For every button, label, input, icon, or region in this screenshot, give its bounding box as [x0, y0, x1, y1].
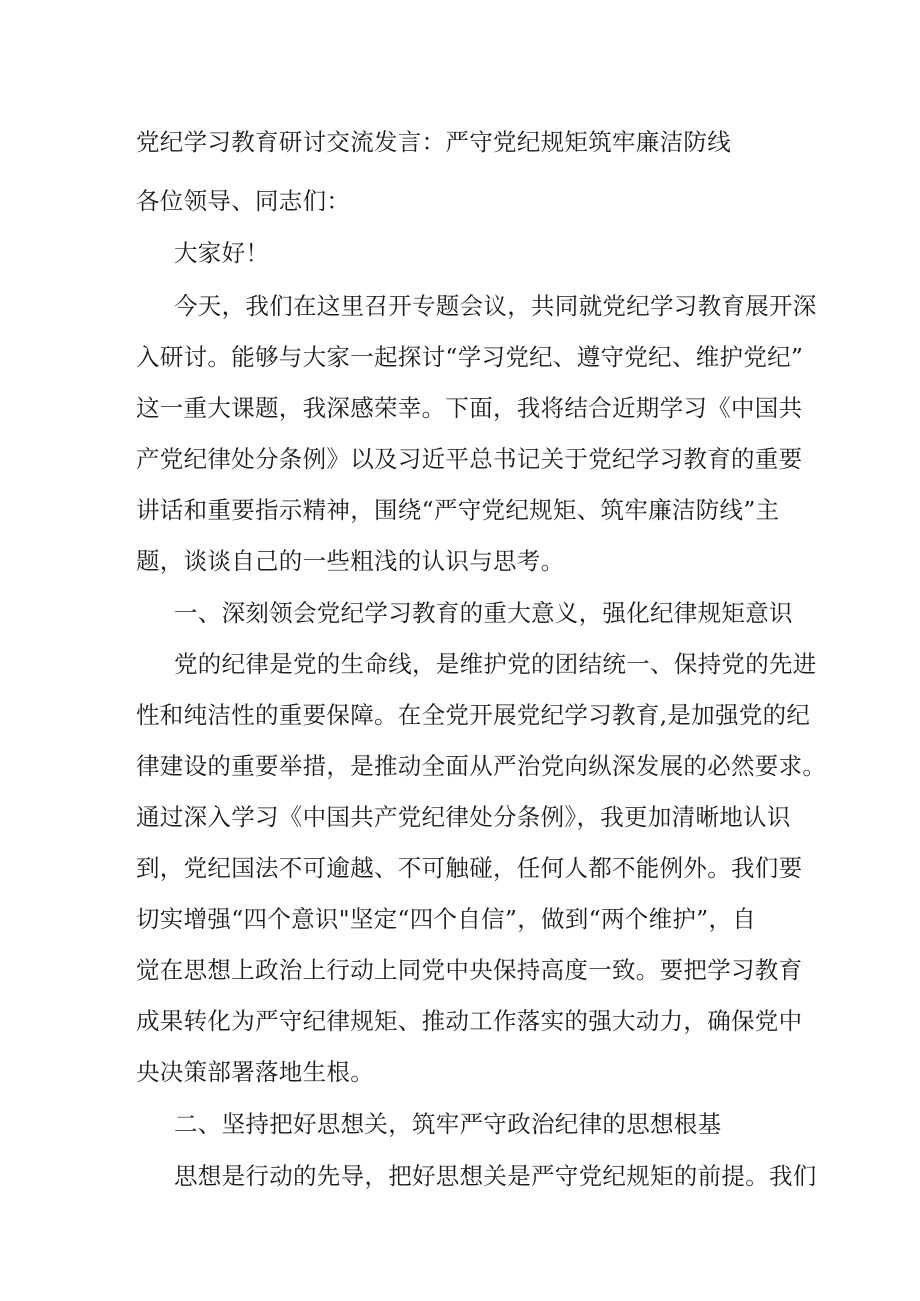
- paragraph-line: 产党纪律处分条例》以及习近平总书记关于党纪学习教育的重要: [136, 445, 803, 473]
- section-heading: 二、坚持把好思想关，筑牢严守政治纪律的思想根基: [174, 1110, 722, 1138]
- section-heading: 一、深刻领会党纪学习教育的重大意义，强化纪律规矩意识: [174, 599, 793, 627]
- salutation: 各位领导、同志们：: [136, 187, 351, 215]
- paragraph-line: 题，谈谈自己的一些粗浅的认识与思考。: [136, 547, 565, 575]
- paragraph-line: 讲话和重要指示精神，围绕“严守党纪规矩、筑牢廉洁防线”主: [136, 496, 780, 524]
- paragraph-line: 成果转化为严守纪律规矩、推动工作落实的强大动力，确保党中: [136, 1007, 803, 1035]
- paragraph-line: 律建设的重要举措，是推动全面从严治党向纵深发展的必然要求。: [136, 752, 827, 780]
- paragraph-line: 党的纪律是党的生命线，是维护党的团结统一、保持党的先进: [174, 650, 817, 678]
- paragraph-line: 觉在思想上政治上行动上同党中央保持高度一致。要把学习教育: [136, 956, 803, 984]
- paragraph-line: 思想是行动的先导，把好思想关是严守党纪规矩的前提。我们: [174, 1162, 817, 1190]
- paragraph-line: 到，党纪国法不可逾越、不可触碰，任何人都不能例外。我们要: [136, 854, 803, 882]
- paragraph-line: 入研讨。能够与大家一起探讨“学习党纪、遵守党纪、维护党纪”: [136, 343, 804, 371]
- paragraph-line: 切实增强“四个意识"坚定“四个自信”，做到“两个维护”，自: [136, 905, 757, 933]
- paragraph-line: 今天，我们在这里召开专题会议，共同就党纪学习教育展开深: [174, 292, 817, 320]
- paragraph-line: 性和纯洁性的重要保障。在全党开展党纪学习教育,是加强党的纪: [136, 701, 811, 729]
- paragraph-line: 通过深入学习《中国共产党纪律处分条例》，我更加清晰地认识: [136, 803, 791, 831]
- greeting: 大家好！: [174, 239, 270, 267]
- paragraph-line: 央决策部署落地生根。: [136, 1058, 374, 1086]
- document-title: 党纪学习教育研讨交流发言：严守党纪规矩筑牢廉洁防线: [136, 128, 731, 156]
- paragraph-line: 这一重大课题，我深感荣幸。下面，我将结合近期学习《中国共: [136, 394, 803, 422]
